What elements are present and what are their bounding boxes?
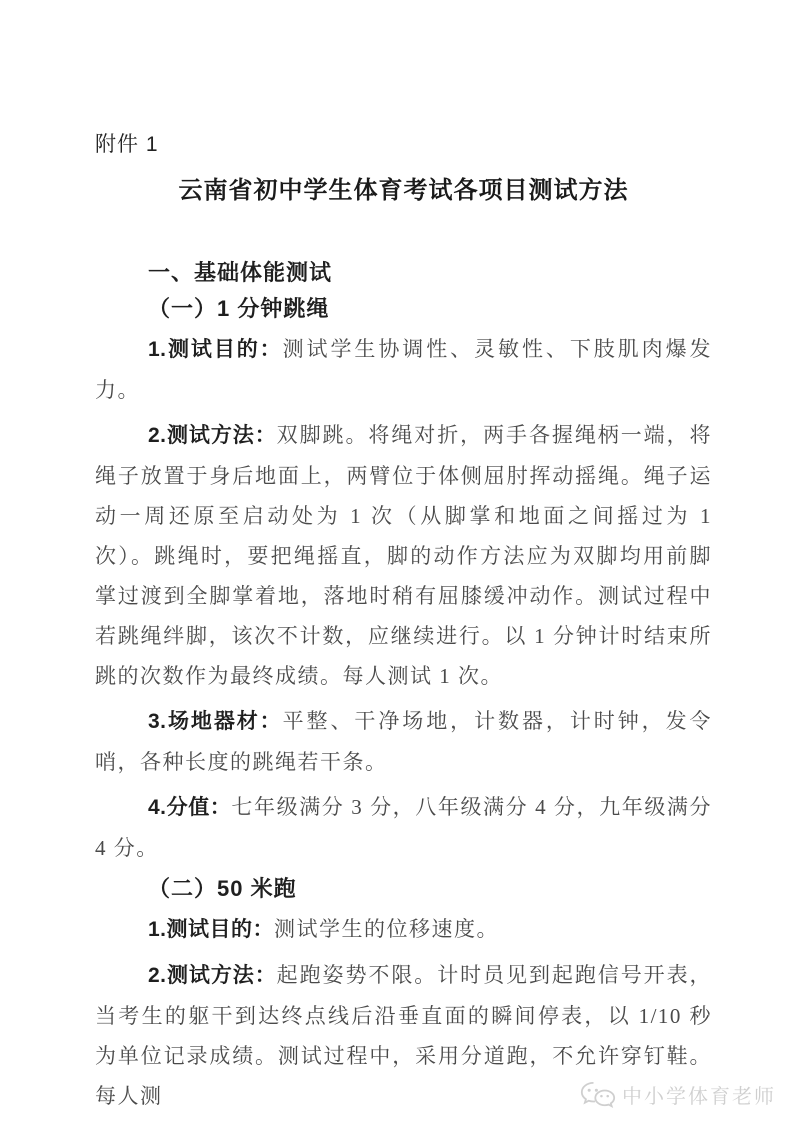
item-text: 七年级满分 3 分，八年级满分 4 分，九年级满分 4 分。 — [95, 795, 713, 860]
test-item-paragraph — [95, 909, 712, 950]
item-label: 1.测试目的： — [148, 918, 275, 941]
attachment-label: 附件 1 — [95, 133, 159, 156]
document-title: 云南省初中学生体育考试各项目测试方法 — [178, 178, 629, 204]
test-item-paragraph — [95, 415, 712, 696]
item-label: 3.场地器材： — [148, 710, 283, 733]
item-label: 1.测试目的： — [148, 338, 283, 361]
subsection-heading: （一）1 分钟跳绳 — [148, 296, 330, 321]
wechat-icon — [580, 1081, 616, 1109]
test-item-paragraph — [95, 787, 712, 868]
item-text: 平整、干净场地，计数器，计时钟，发令哨，各种长度的跳绳若干条。 — [95, 709, 713, 774]
item-label: 4.分值： — [148, 796, 232, 819]
subsection-heading: （二）50 米跑 — [148, 876, 297, 901]
test-item-paragraph — [95, 329, 712, 410]
document-body — [95, 258, 712, 1116]
watermark-text: 中小学体育老师 — [622, 1086, 776, 1108]
item-text: 双脚跳。将绳对折，两手各握绳柄一端，将绳子放置于身后地面上，两臂位于体侧屈肘挥动摇绳。绳子运动一周还原至启动处为 1 次（从脚掌和地面之间摇过为 1 次）。跳绳时，要把绳摇直，脚的动作方法应为双脚均用前脚掌过渡到全脚掌着地，落地时稍有屈膝缓冲动作。测试过程中若跳绳绊脚，该次不计数，应继续进行。以 1 分钟计时结束所跳的次数作为最终成绩。每人测试 1 次。 — [95, 423, 713, 688]
test-item-paragraph — [95, 701, 712, 782]
item-text: 测试学生协调性、灵敏性、下肢肌肉爆发力。 — [95, 337, 713, 402]
watermark — [580, 1080, 776, 1109]
item-text: 测试学生的位移速度。 — [274, 917, 500, 941]
item-label: 2.测试方法： — [148, 424, 277, 447]
item-label: 2.测试方法： — [148, 964, 277, 987]
item-text: 起跑姿势不限。计时员见到起跑信号开表，当考生的躯干到达终点线后沿垂直面的瞬间停表，以 1/10 秒为单位记录成绩。测试过程中，采用分道跑，不允许穿钉鞋。每人测 — [95, 963, 713, 1108]
section-heading: 一、基础体能测试 — [148, 260, 333, 285]
